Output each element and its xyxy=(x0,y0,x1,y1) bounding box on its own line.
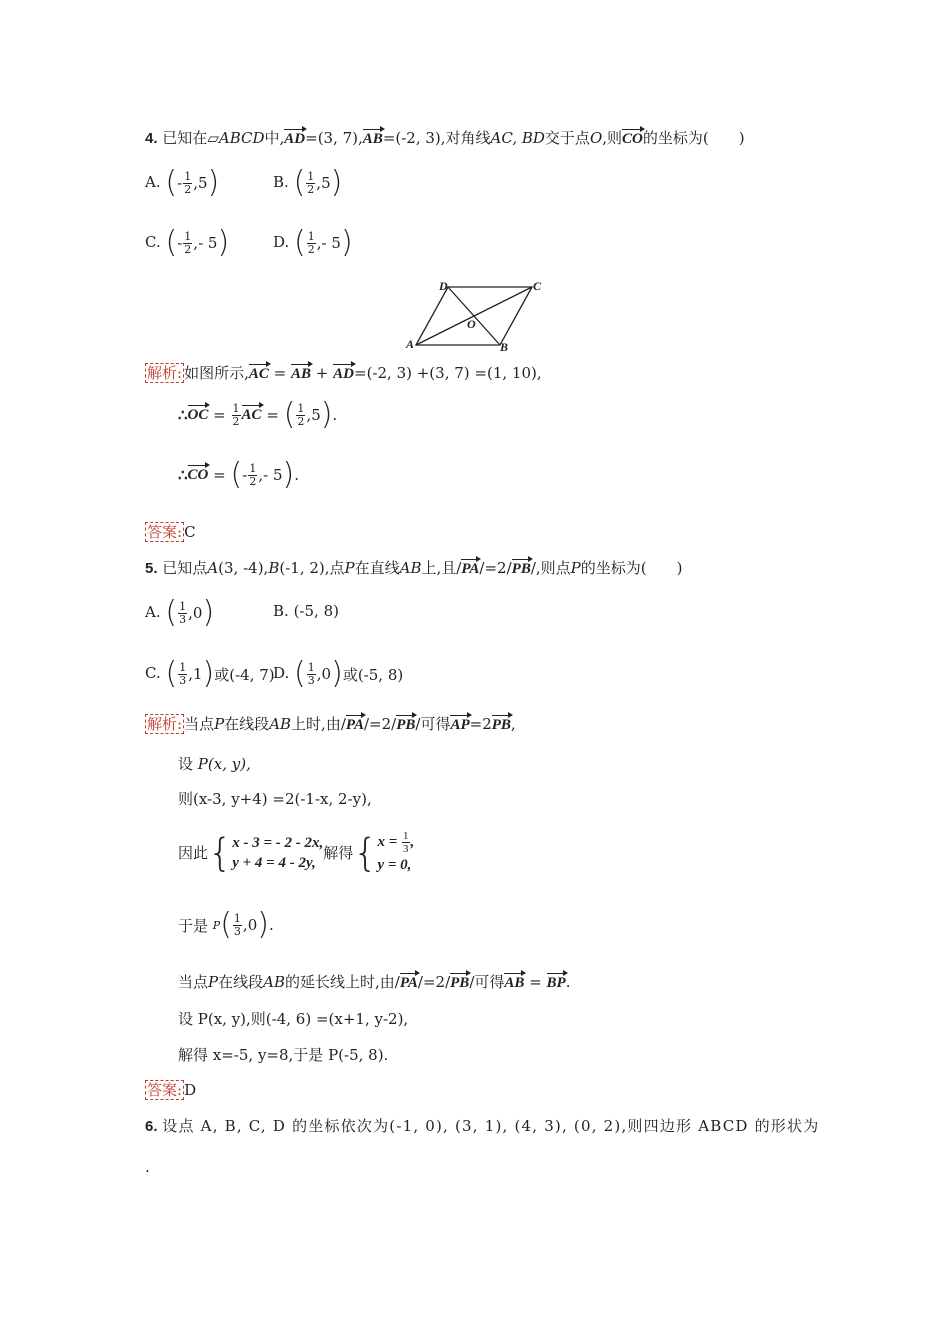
vector-pa: PA xyxy=(461,561,480,577)
solution-tag: 解析: xyxy=(147,715,183,733)
vector-pa: PA xyxy=(345,717,364,733)
option-fraction: $\frac{1}{2}$ xyxy=(184,169,192,196)
q5-solution-line2: 设 P(x, y), xyxy=(178,755,251,773)
q4-option-d[interactable]: D. ( $\frac{1}{2}$ , - 5 ) xyxy=(273,225,353,260)
q5-solution-line7: 设 P(x, y),则(-4, 6) =(x+1, y-2), xyxy=(178,1010,409,1028)
q5-solution-line1: 解析: 当点P在线段AB上时,由/PA/=2/PB/可得AP=2PB, xyxy=(147,715,516,733)
plus-sign: + xyxy=(315,364,329,382)
q4-point-o: O xyxy=(589,129,603,147)
option-y: 0 xyxy=(321,665,332,683)
q6-stem-text: 设点 A, B, C, D 的坐标依次为(-1, 0), (3, 1), (4, 3), (0, 2),则四边形 ABCD 的形状为 xyxy=(162,1117,820,1135)
vector-co: CO xyxy=(622,131,643,147)
q5-option-b[interactable] xyxy=(273,602,339,620)
q5-option-d[interactable]: D. ( $\frac{1}{3}$ , 0 ) 或(-5, 8) xyxy=(273,656,404,691)
vector-bp: BP xyxy=(546,975,566,991)
vector-ad: AD xyxy=(333,366,354,382)
q4-ab-value: =(-2, 3),对角线 xyxy=(382,129,491,147)
q4-abcd: ABCD xyxy=(218,129,265,147)
vector-pb: PB xyxy=(450,975,470,991)
option-fraction: $\frac{1}{2}$ xyxy=(184,229,192,256)
co-fraction: $\frac{1}{2}$ xyxy=(249,461,257,488)
q4-solution-line2: ∴ OC = $\frac{1}{2}$ AC = ( $\frac{1}{2}$ , 5 ) . xyxy=(178,397,338,432)
option-label: A. xyxy=(145,173,161,191)
q5-stem: 5. 已知点A(3, -4),B(-1, 2),点P在直线AB上,且/PA/=2/PB/,则点P的坐标为( ) xyxy=(145,559,683,577)
q5-stem-text: 在直线 xyxy=(354,559,400,577)
option-fraction: $\frac{1}{3}$ xyxy=(179,599,187,626)
q4-option-c[interactable]: C. ( - $\frac{1}{2}$ , - 5 ) xyxy=(145,225,230,260)
q4-solution-line3: ∴ CO = ( - $\frac{1}{2}$ , - 5 ) . xyxy=(178,457,299,492)
q4-solution-line1 xyxy=(145,362,542,383)
vertex-label-a: A xyxy=(406,337,415,351)
q5-solution-line3: 则(x-3, y+4) =2(-1-x, 2-y), xyxy=(178,790,372,808)
q4-stem-text: 交于点 xyxy=(544,129,590,147)
option-label: A. xyxy=(145,603,161,621)
answer-tag: 答案: xyxy=(147,523,183,541)
solution-text: =(-2, 3) +(3, 7) =(1, 10), xyxy=(354,364,542,382)
q5-number: 5. xyxy=(145,560,158,577)
option-label: B. xyxy=(273,173,289,191)
option-y: - 5 xyxy=(198,234,218,252)
option-fraction: $\frac{1}{2}$ xyxy=(307,229,315,256)
q4-stem-text: 已知在 xyxy=(162,129,208,147)
option-y: 5 xyxy=(321,174,331,192)
vector-pb: PB xyxy=(396,717,416,733)
solution-text: 如图所示, xyxy=(184,364,249,382)
q5-point-b: B xyxy=(268,559,280,577)
q5-solution-line8: 解得 x=-5, y=8,于是 P(-5, 8). xyxy=(178,1046,389,1064)
option-sign: - xyxy=(177,234,183,252)
q6-blank-dot: . xyxy=(145,1158,150,1176)
option-fraction: $\frac{1}{2}$ xyxy=(307,169,315,196)
q5-stem-text: 已知点 xyxy=(162,559,208,577)
option-fraction: $\frac{1}{3}$ xyxy=(179,660,187,687)
q4-stem xyxy=(145,127,745,148)
q4-answer xyxy=(145,521,196,542)
solution-tag: 解析: xyxy=(147,364,183,382)
vertex-label-d: D xyxy=(439,279,448,293)
oc-y: 5 xyxy=(311,406,321,424)
half-fraction: $\frac{1}{2}$ xyxy=(232,401,240,428)
vector-ab: AB xyxy=(362,131,383,147)
q5-point-a: A xyxy=(207,559,219,577)
option-label: C. xyxy=(145,664,161,682)
q5-solution-line6: 当点P在线段AB的延长线上时,由/PA/=2/PB/可得AB = BP. xyxy=(178,973,571,991)
vector-oc: OC xyxy=(187,406,209,423)
q5-line-ab: AB xyxy=(399,559,422,577)
q5-point-p: P xyxy=(344,559,355,577)
vector-ad: AD xyxy=(284,131,306,147)
therefore-icon: ∴ xyxy=(178,406,188,424)
answer-value: D xyxy=(184,1081,197,1099)
q4-diagonals: AC, BD xyxy=(490,129,545,147)
parallelogram-figure xyxy=(400,278,550,354)
answer-tag: 答案: xyxy=(147,1081,183,1099)
vector-ap: AP xyxy=(450,717,470,733)
q6-stem xyxy=(145,1115,819,1136)
option-label: C. xyxy=(145,233,161,251)
co-sign: - xyxy=(242,466,248,484)
equation-system-1: x - 3 = - 2 - 2x, y + 4 = 4 - 2y, xyxy=(232,834,324,871)
therefore-icon: ∴ xyxy=(178,466,188,484)
vector-ab: AB xyxy=(504,975,525,991)
vector-co: CO xyxy=(187,466,209,483)
q4-stem-text: 的坐标为( ) xyxy=(642,129,745,147)
q4-stem-text: ,则 xyxy=(602,129,623,147)
vector-pa: PA xyxy=(399,975,418,991)
vector-ab: AB xyxy=(291,366,312,382)
q5-ratio: =2 xyxy=(484,559,507,577)
q5-stem-text: 上,且 xyxy=(421,559,457,577)
option-fraction: $\frac{1}{3}$ xyxy=(307,660,315,687)
option-y: 0 xyxy=(192,604,203,622)
option-sign: - xyxy=(177,174,183,192)
q4-number: 4. xyxy=(145,130,158,147)
vector-ac: AC xyxy=(248,366,269,382)
co-y: - 5 xyxy=(263,466,283,484)
oc-fraction: $\frac{1}{2}$ xyxy=(297,401,305,428)
option-y: 1 xyxy=(193,665,203,683)
q4-option-a[interactable]: A. ( - $\frac{1}{2}$ , 5 ) xyxy=(145,165,220,200)
q5-a-coord: (3, -4), xyxy=(218,559,269,577)
q6-answer-blank[interactable] xyxy=(145,1158,150,1176)
diagonal-bd xyxy=(448,287,500,345)
vector-pb: PB xyxy=(511,561,531,577)
option-label: D. xyxy=(273,233,290,251)
vertex-label-c: C xyxy=(533,279,542,293)
q5-point-p: P xyxy=(570,559,581,577)
q6-number: 6. xyxy=(145,1118,158,1135)
parallelogram-icon: ▱ xyxy=(207,129,219,147)
option-text: (-5, 8) xyxy=(293,602,339,620)
q5-stem-text: 的坐标为( ) xyxy=(580,559,683,577)
q5-solution-line5: 于是 P ( $\frac{1}{3}$ , 0 ) . xyxy=(178,907,274,942)
vector-ac: AC xyxy=(241,406,262,423)
option-y: - 5 xyxy=(321,234,341,252)
q5-option-c[interactable]: C. ( $\frac{1}{3}$ , 1 ) 或(-4, 7) xyxy=(145,656,275,691)
vertex-label-b: B xyxy=(500,340,509,354)
q5-option-a[interactable]: A. ( $\frac{1}{3}$ , 0 ) xyxy=(145,595,215,630)
q4-ad-value: =(3, 7), xyxy=(305,129,363,147)
q5-answer xyxy=(145,1079,196,1100)
q4-option-b[interactable]: B. ( $\frac{1}{2}$ , 5 ) xyxy=(273,165,343,200)
answer-value: C xyxy=(184,523,196,541)
option-extra: 或(-5, 8) xyxy=(342,665,404,684)
equation-system-2: x = $\frac{1}{3}$ , y = 0, xyxy=(377,830,415,873)
option-extra: 或(-4, 7) xyxy=(214,665,275,684)
equals-sign: = xyxy=(273,364,287,382)
q5-solution-line4: 因此{x - 3 = - 2 - 2x, y + 4 = 4 - 2y,解得{x = $\frac{1}{3}$ , y = 0, xyxy=(178,830,415,875)
center-label-o: O xyxy=(467,317,476,331)
option-label: B. xyxy=(273,602,289,620)
option-y: 5 xyxy=(197,174,208,192)
q5-b-coord: (-1, 2),点 xyxy=(279,559,345,577)
option-label: D. xyxy=(273,664,290,682)
vector-pb: PB xyxy=(491,717,511,733)
q5-stem-text: ,则点 xyxy=(535,559,571,577)
q4-stem-text: 中, xyxy=(264,129,285,147)
